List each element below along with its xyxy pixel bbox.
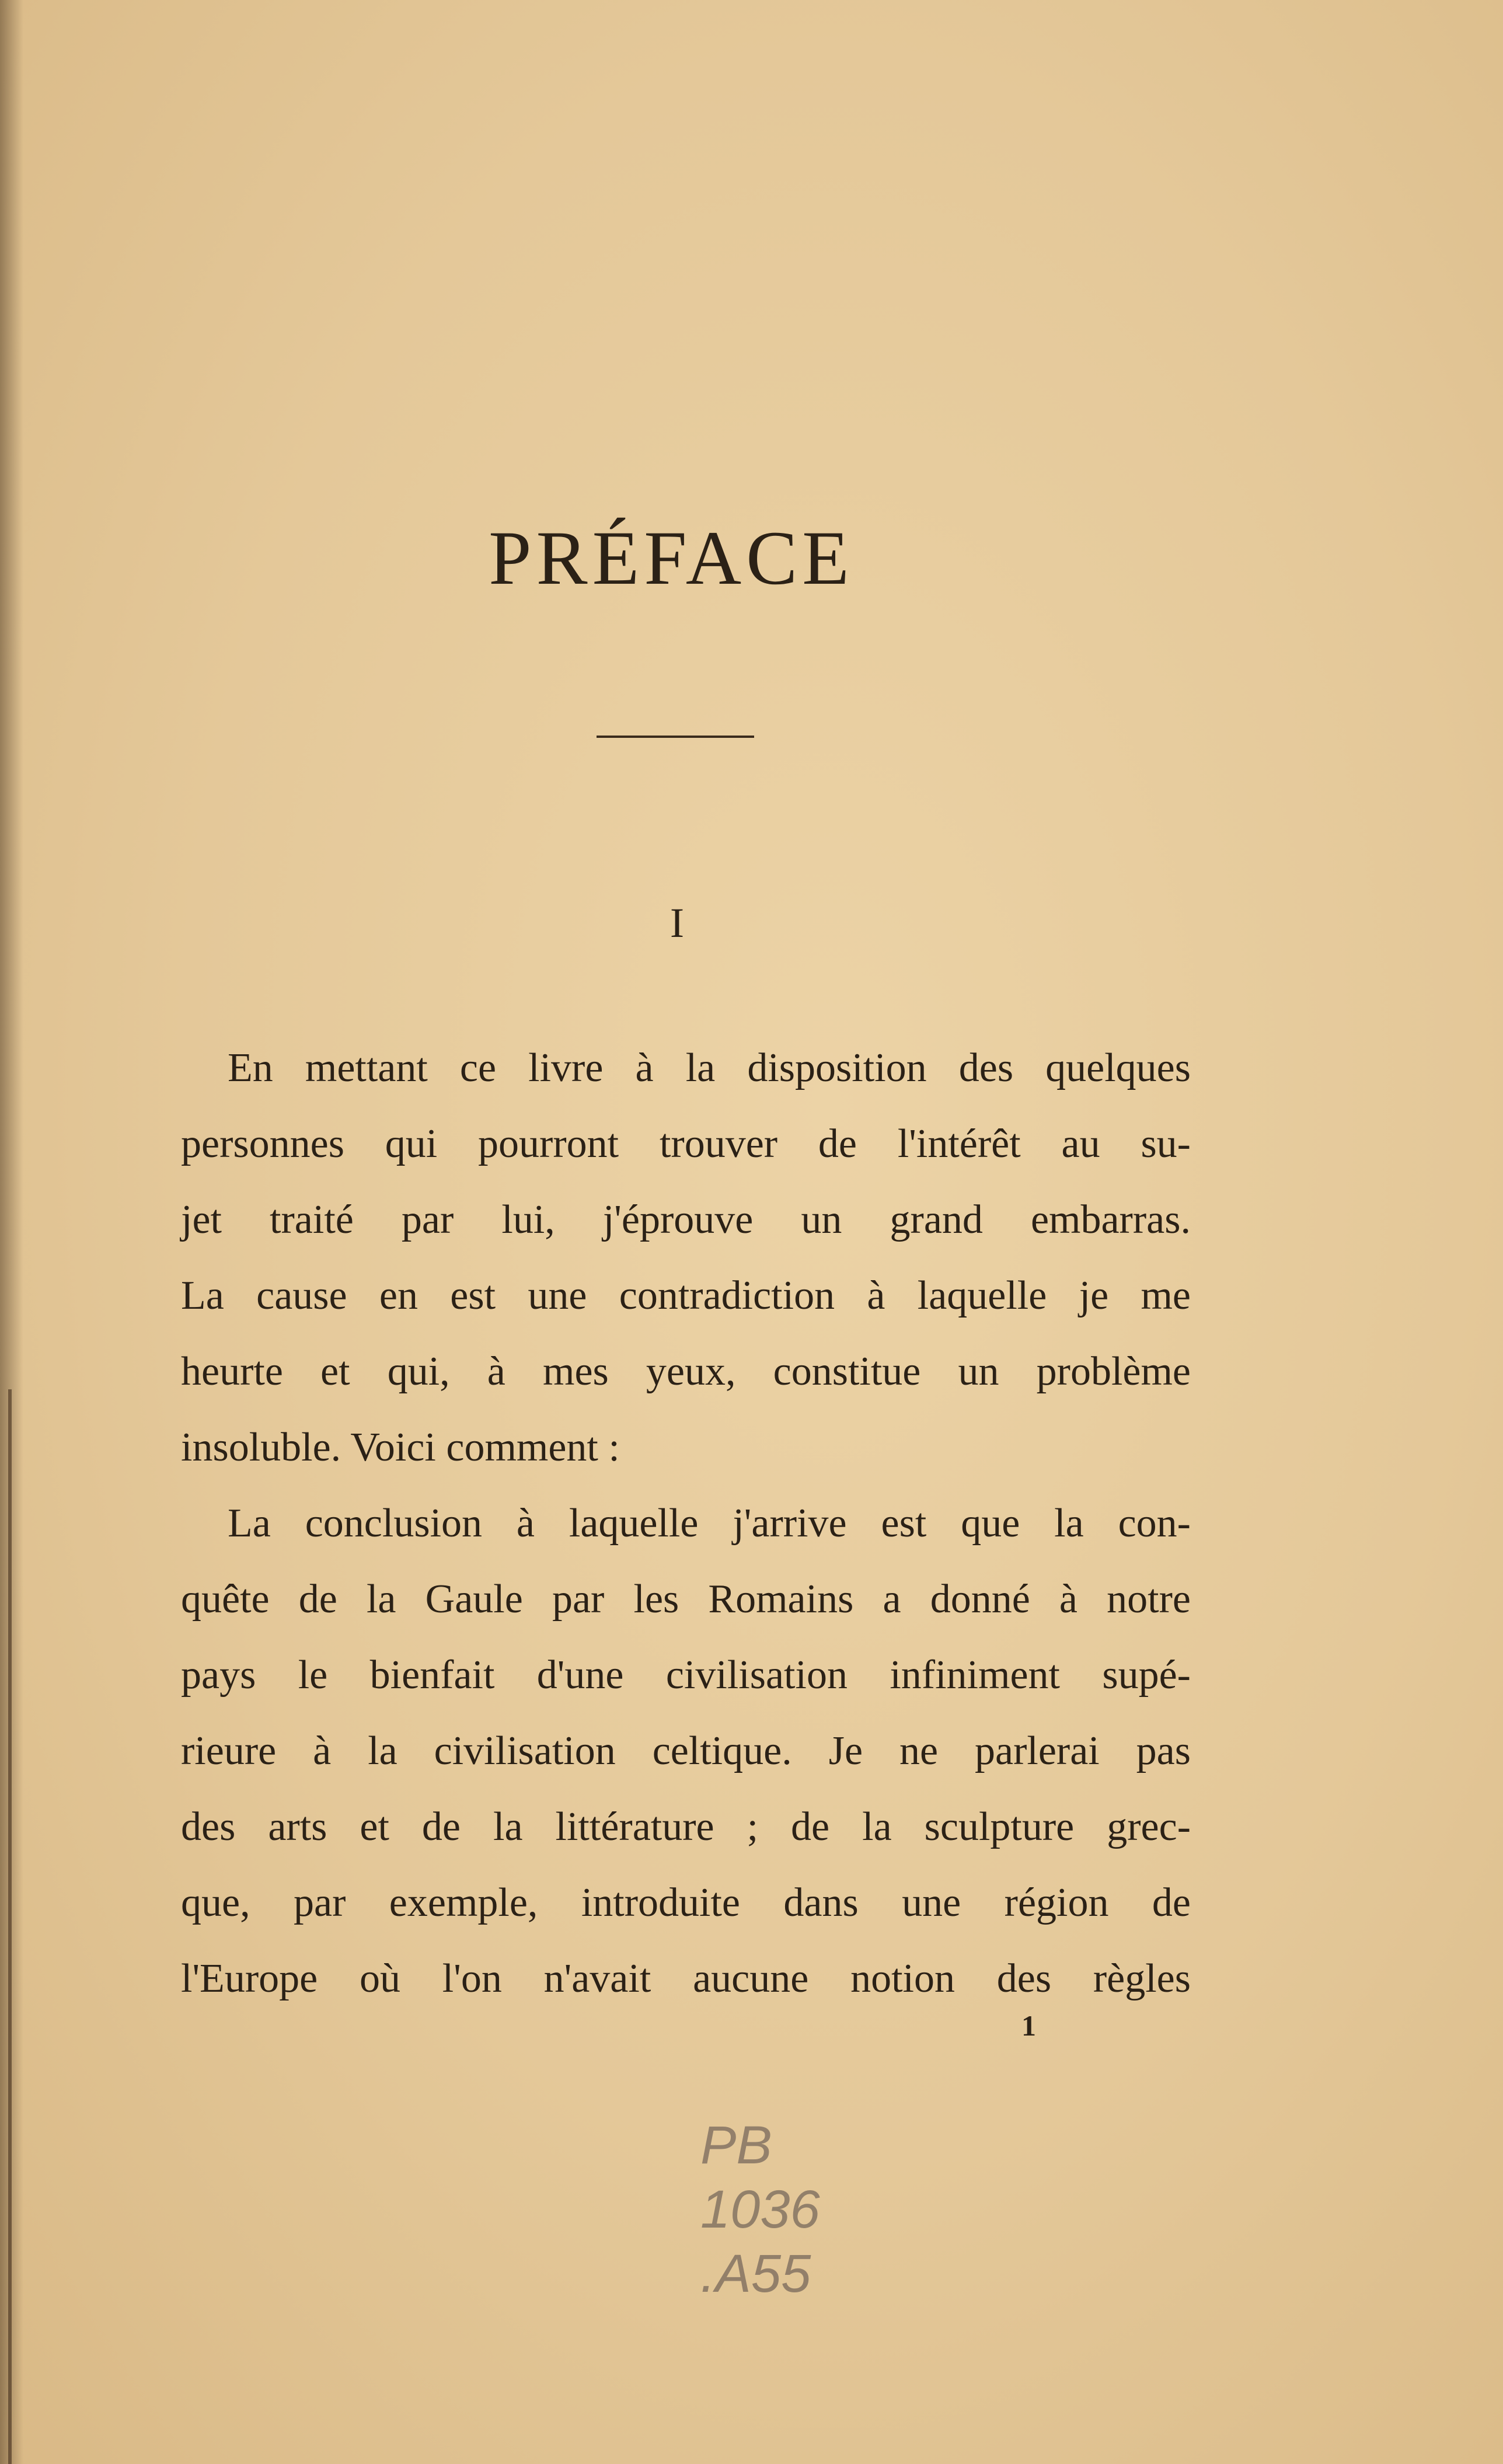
- call-number-line: 1036: [700, 2180, 820, 2239]
- text-line: rieure à la civilisation celtique. Je ne parlerai pas: [181, 1728, 1191, 1773]
- text-line: heurte et qui, à mes yeux, constitue un problème: [181, 1349, 1191, 1394]
- text-line: En mettant ce livre à la disposition des quelques: [228, 1045, 1191, 1090]
- text-line: jet traité par lui, j'éprouve un grand embarras.: [181, 1197, 1191, 1242]
- call-number-line: PB: [700, 2116, 772, 2175]
- page-number: 1: [1021, 2009, 1036, 2042]
- call-number-line: .A55: [700, 2244, 811, 2303]
- page-title: PRÉFACE: [489, 515, 854, 601]
- text-line: personnes qui pourront trouver de l'intérêt au su-: [181, 1121, 1191, 1166]
- text-line: pays le bienfait d'une civilisation infiniment supé-: [181, 1653, 1191, 1698]
- text-line: La cause en est une contradiction à laquelle je me: [181, 1273, 1191, 1318]
- title-divider: [597, 736, 754, 738]
- text-line: des arts et de la littérature ; de la sculpture grec-: [181, 1804, 1191, 1849]
- text-line: La conclusion à laquelle j'arrive est que la con-: [228, 1501, 1191, 1546]
- section-number: I: [670, 900, 684, 946]
- library-call-number: [700, 2113, 841, 2306]
- page-edge-rule: [8, 1389, 12, 2464]
- text-line: l'Europe où l'on n'avait aucune notion des règles: [181, 1956, 1191, 2001]
- text-line: insoluble. Voici comment :: [181, 1425, 620, 1470]
- body-text: [181, 1030, 1191, 2017]
- text-line: que, par exemple, introduite dans une région de: [181, 1880, 1191, 1925]
- page-edge-shadow: [0, 0, 23, 2464]
- text-line: quête de la Gaule par les Romains a donné à notre: [181, 1577, 1191, 1622]
